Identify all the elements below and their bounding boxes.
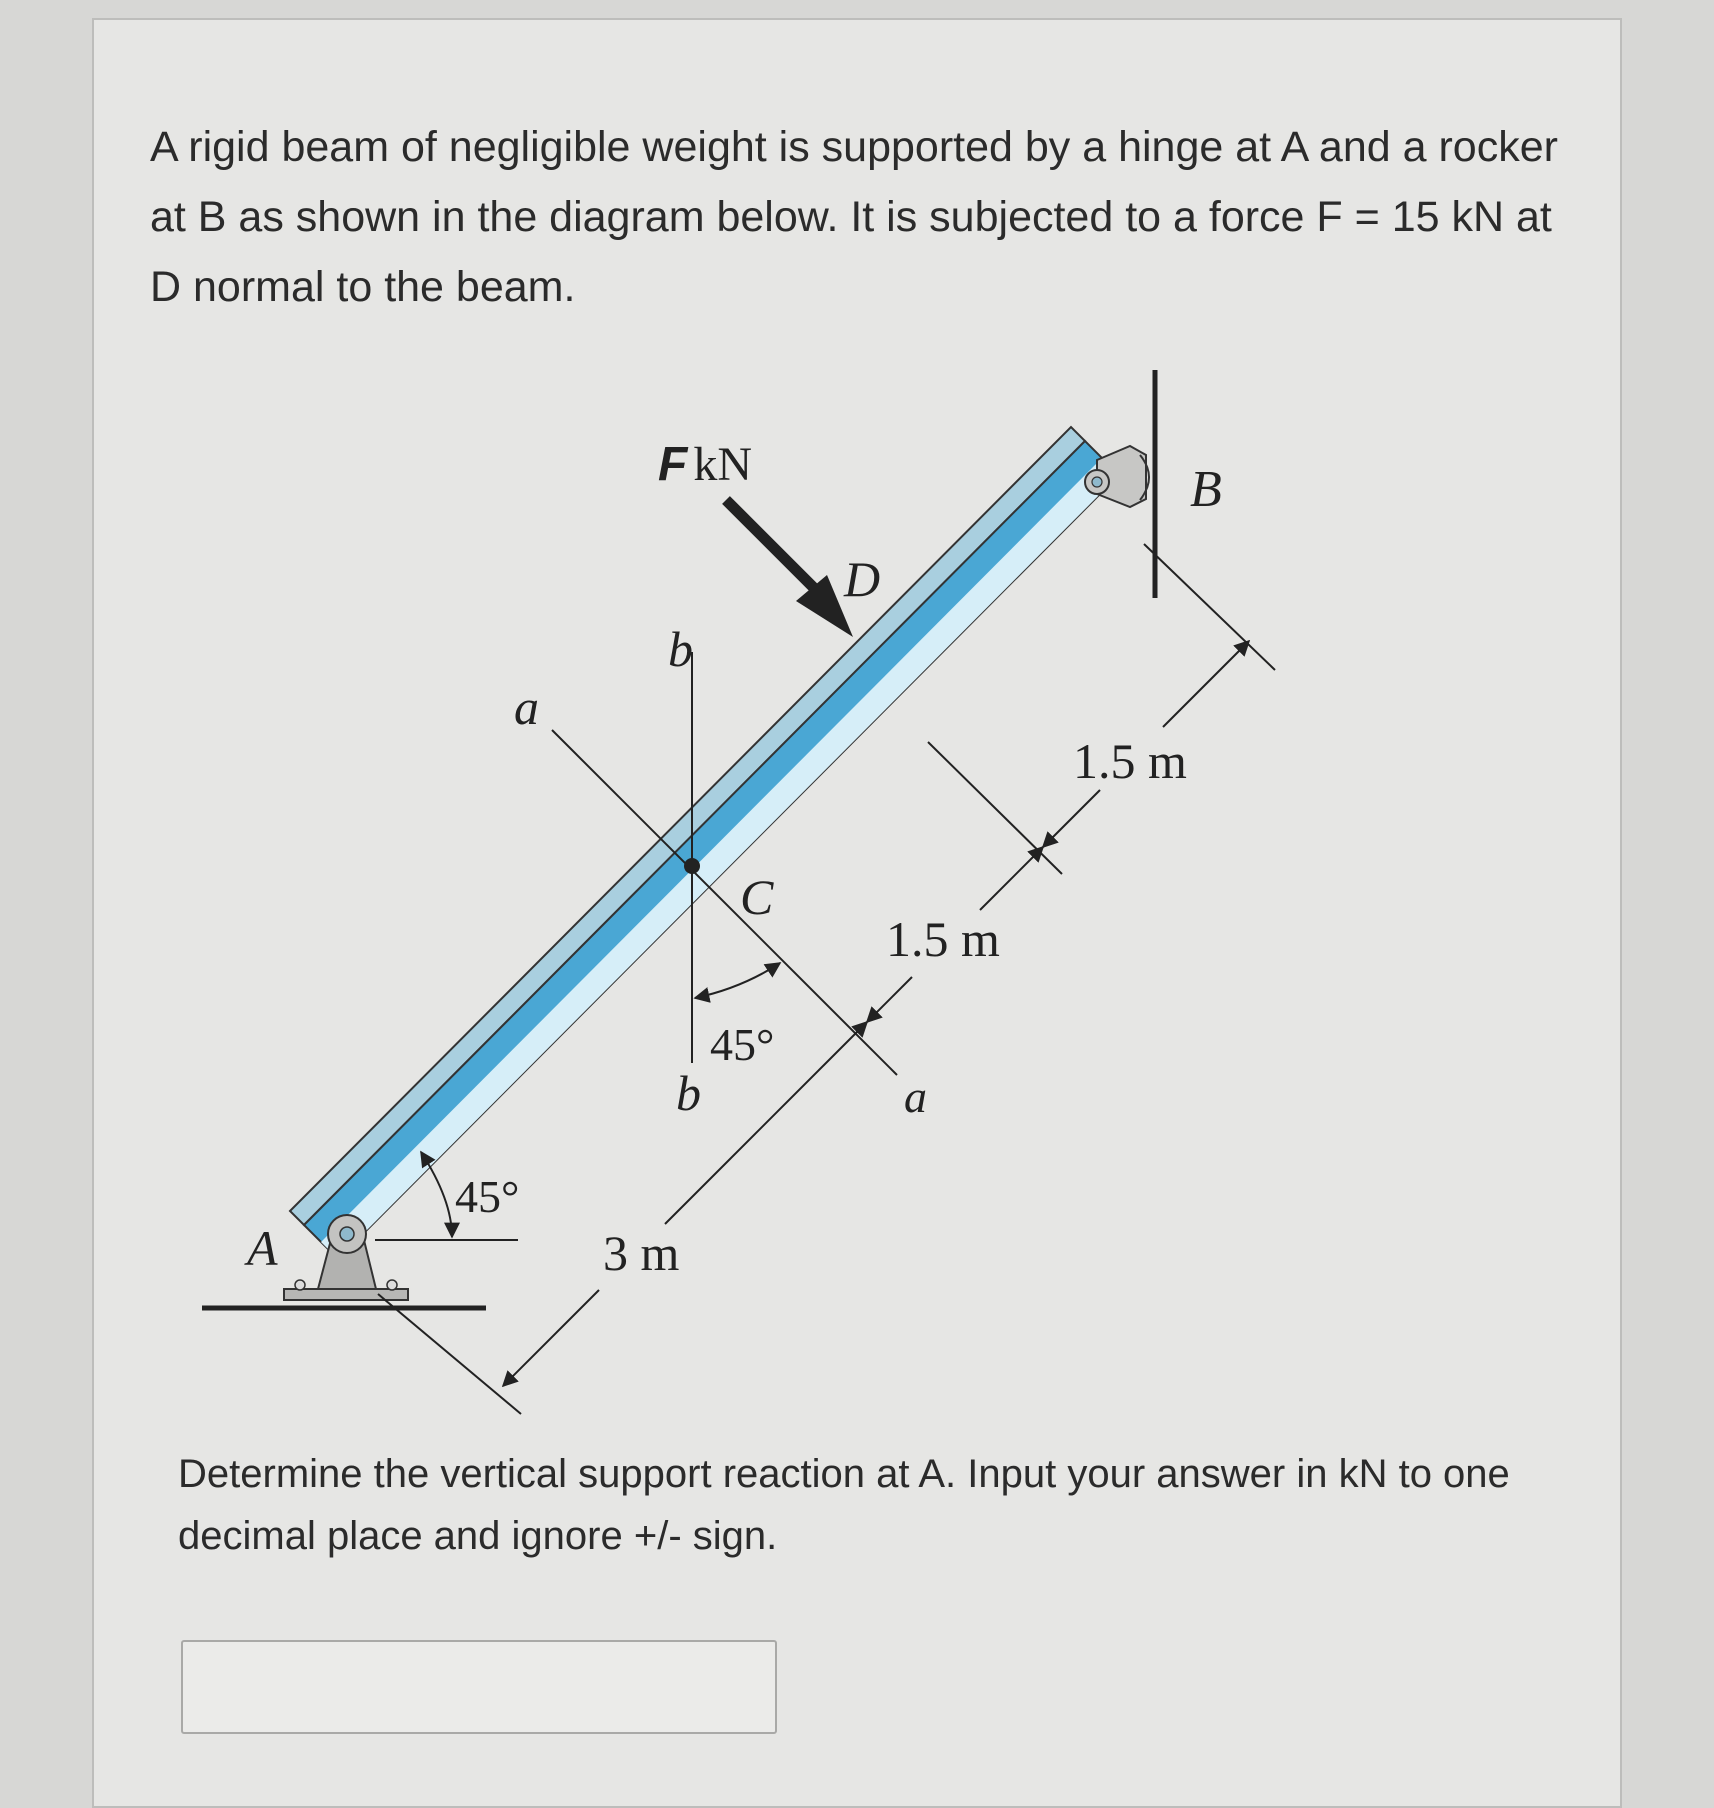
point-C-dot [684, 858, 700, 874]
section-angle-label: 45° [710, 1019, 775, 1070]
prompt-text: Determine the vertical support reaction at A. Input your answer in kN to one decimal place and ignore +/- sign. [178, 1452, 1510, 1558]
question-text: A rigid beam of negligible weight is supported by a hinge at A and a rocker at B as shown in the diagram below. It is subjected to a force F = 15 kN at D normal to the beam. [150, 123, 1558, 311]
beam-highlight [321, 458, 1119, 1259]
section-a-top-label: a [514, 679, 539, 735]
dim-line-1-5m-upper-a [1043, 790, 1100, 847]
section-b-bottom-label: b [676, 1065, 701, 1121]
point-D-label: D [844, 551, 881, 607]
dim-line-1-5m-lower-a [867, 977, 912, 1022]
section-angle-arc [695, 963, 780, 998]
hinge-support-A [284, 1215, 408, 1300]
extension-line-A [378, 1294, 521, 1414]
force-arrow [726, 500, 814, 588]
extension-line-B [1144, 544, 1275, 670]
dim-label-1-5m-lower: 1.5 m [886, 911, 1000, 967]
point-A-label: A [247, 1220, 278, 1276]
dim-line-1-5m-upper-b [1163, 641, 1249, 727]
extension-line-D [928, 742, 1062, 874]
section-b-top-label: b [668, 621, 693, 677]
point-B-label: B [1190, 461, 1222, 518]
dim-line-3m-lower [503, 1290, 599, 1386]
base-angle-label: 45° [455, 1171, 520, 1222]
force-label: F kN [658, 438, 752, 491]
dim-line-1-5m-lower-b [980, 847, 1043, 910]
section-a-bottom-label: a [904, 1071, 927, 1122]
point-C-label: C [740, 869, 774, 925]
answer-input[interactable] [181, 1640, 777, 1734]
dim-label-1-5m-upper: 1.5 m [1073, 733, 1187, 789]
dim-label-3m: 3 m [603, 1225, 680, 1281]
